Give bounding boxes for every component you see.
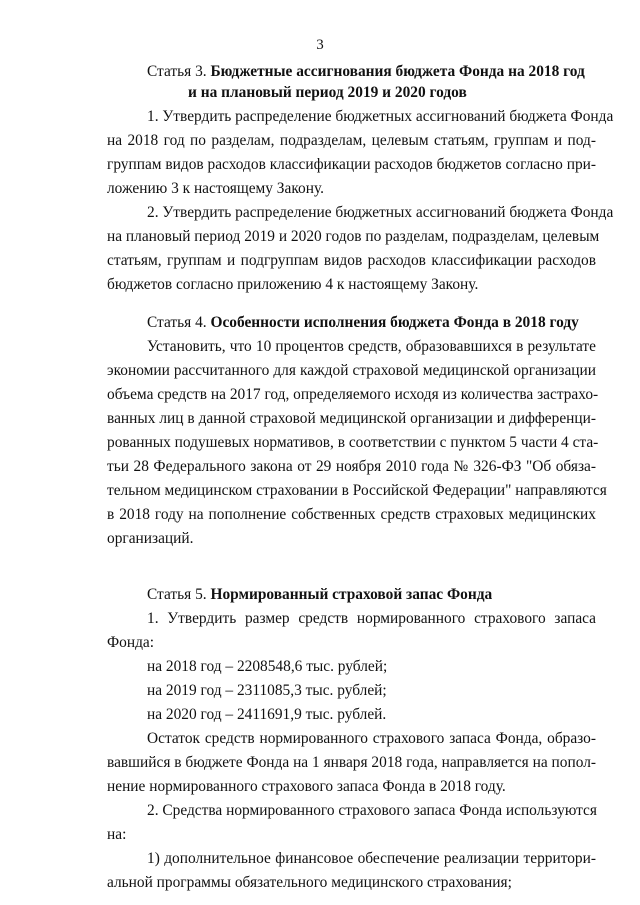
article3-p1-line: ложению 3 к настоящему Закону. — [107, 180, 324, 197]
article5-p1-line: 1. Утвердить размер средств нормированного страхового запаса — [147, 610, 596, 627]
article5-heading-prefix: Статья 5. — [147, 586, 207, 603]
article5-rest-line: Остаток средств нормированного страхового запаса Фонда, образо- — [147, 730, 596, 747]
article4-p1-line: Установить, что 10 процентов средств, образовавшихся в результате — [147, 338, 596, 355]
article4-p1-line: организаций. — [107, 530, 194, 547]
article5-p1-line: Фонда: — [107, 634, 155, 651]
article3-p2-line: статьям, группам и подгруппам видов расходов классификации расходов — [107, 252, 596, 269]
article4-p1-line: объема средств на 2017 год, определяемого исходя из количества застрахо- — [107, 386, 599, 403]
article5-rest-line: вавшийся в бюджете Фонда на 1 января 2018 года, направляется на попол- — [107, 754, 596, 771]
article4-p1-line: тьи 28 Федерального закона от 29 ноября 2010 года № 326-ФЗ "Об обяза- — [107, 458, 596, 475]
page-number: 3 — [316, 37, 324, 53]
article5-heading — [147, 585, 596, 605]
article4-p1-line: тельном медицинском страховании в Российской Федерации" направляются — [107, 482, 607, 499]
article5-p2-line: на: — [107, 826, 127, 843]
article5-p2-line: 2. Средства нормированного страхового запаса Фонда используются — [147, 802, 597, 819]
article5-item1-line: 1) дополнительное финансовое обеспечение реализации территори- — [147, 850, 596, 867]
article3-heading-title-line1: Бюджетные ассигнования бюджета Фонда на 2018 год — [210, 63, 585, 80]
article4-p1-line: экономии рассчитанного для каждой страховой медицинской организации — [107, 362, 596, 379]
article3-p1-line: на 2018 год по разделам, подразделам, целевым статьям, группам и под- — [107, 132, 596, 149]
article4-heading — [147, 313, 596, 333]
article4-heading-title: Особенности исполнения бюджета Фонда в 2018 году — [210, 314, 579, 331]
article3-p2-line: бюджетов согласно приложению 4 к настоящему Закону. — [107, 276, 479, 293]
article3-p1-line: группам видов расходов классификации расходов бюджетов согласно при- — [107, 156, 597, 173]
article4-p1-line: рованных подушевых нормативов, в соответствии с пунктом 5 части 4 ста- — [107, 434, 599, 451]
article5-amount-2020: на 2020 год – 2411691,9 тыс. рублей. — [147, 706, 387, 723]
article3-p2-line: 2. Утвердить распределение бюджетных ассигнований бюджета Фонда — [147, 204, 614, 221]
article5-amount-2019: на 2019 год – 2311085,3 тыс. рублей; — [147, 682, 387, 699]
article4-heading-prefix: Статья 4. — [147, 314, 207, 331]
article5-item1-line: альной программы обязательного медицинского страхования; — [107, 874, 512, 891]
article5-amount-2018: на 2018 год – 2208548,6 тыс. рублей; — [147, 658, 388, 675]
article3-heading-prefix: Статья 3. — [147, 63, 207, 80]
article3-p1-line: 1. Утвердить распределение бюджетных ассигнований бюджета Фонда — [147, 108, 614, 125]
article4-p1-line: в 2018 году на пополнение собственных средств страховых медицинских — [107, 506, 596, 523]
article3-p2-line: на плановый период 2019 и 2020 годов по разделам, подразделам, целевым — [107, 228, 600, 245]
article3-heading — [147, 62, 596, 82]
article3-heading-line2: и на плановый период 2019 и 2020 годов — [188, 84, 467, 101]
article5-heading-title: Нормированный страховой запас Фонда — [210, 586, 493, 603]
article5-rest-line: нение нормированного страхового запаса Фонда в 2018 году. — [107, 778, 506, 795]
article4-p1-line: ванных лиц в данной страховой медицинской организации и дифференци- — [107, 410, 596, 427]
